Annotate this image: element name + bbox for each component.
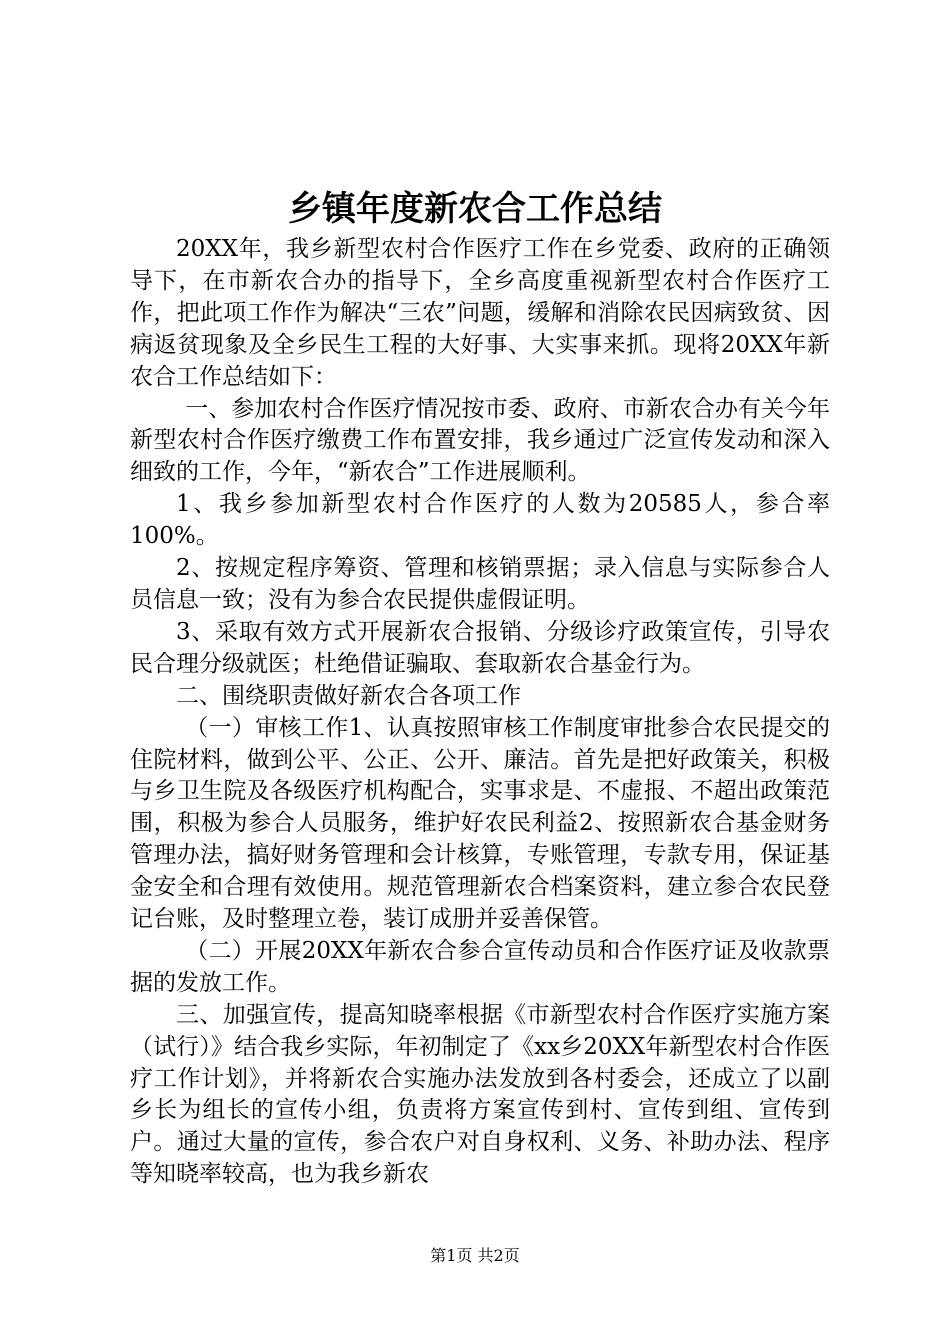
- document-title: 乡镇年度新农合工作总结: [288, 189, 662, 229]
- paragraph-item-2: 2、按规定程序筹资、管理和核销票据；录入信息与实际参合人员信息一致；没有为参合农民提供虚假证明。: [130, 555, 830, 613]
- paragraph-item-3: 3、采取有效方式开展新农合报销、分级诊疗政策宣传，引导农民合理分级就医；杜绝借证骗取、套取新农合基金行为。: [130, 618, 830, 677]
- paragraph-intro: 20XX年，我乡新型农村合作医疗工作在乡党委、政府的正确领导下，在市新农合办的指导下，全乡高度重视新型农村合作医疗工作，把此项工作作为解决“三农”问题，缓解和消除农民因病致贫、因病返贫现象及全乡民生工程的大好事、大实事来抓。现将20XX年新农合工作总结如下：: [130, 236, 830, 390]
- paragraph-section-2: 二、围绕职责做好新农合各项工作: [176, 682, 521, 709]
- page-footer: 第1页 共2页: [430, 1246, 520, 1265]
- paragraph-item-1: 1、我乡参加新型农村合作医疗的人数为20585人，参合率100%。: [130, 491, 830, 550]
- paragraph-section-1: 一、参加农村合作医疗情况按市委、政府、市新农合办有关今年新型农村合作医疗缴费工作布置安排，我乡通过广泛宣传发动和深入细致的工作，今年，“新农合”工作进展顺利。: [130, 395, 830, 486]
- paragraph-subsection-2: （二）开展20XX年新农合参合宣传动员和合作医疗证及收款票据的发放工作。: [130, 937, 830, 996]
- paragraph-subsection-1: （一）审核工作1、认真按照审核工作制度审批参合农民提交的住院材料，做到公平、公正、公开、廉洁。首先是把好政策关，积极与乡卫生院及各级医疗机构配合，实事求是、不虚报、不超出政策范围，积极为参合人员服务，维护好农民利益2、按照新农合基金财务管理办法，搞好财务管理和会计核算，专账管理，专款专用，保证基金安全和合理有效使用。规范管理新农合档案资料，建立参合农民登记台账，及时整理立卷，装订成册并妥善保管。: [130, 714, 830, 933]
- paragraph-section-3: 三、加强宣传，提高知晓率根据《市新型农村合作医疗实施方案（试行）》结合我乡实际，年初制定了《xx乡20XX年新型农村合作医疗工作计划》，并将新农合实施办法发放到各村委会，还成立了以副乡长为组长的宣传小组，负责将方案宣传到村、宣传到组、宣传到户。通过大量的宣传，参合农户对自身权利、义务、补助办法、程序等知晓率较高，也为我乡新农: [130, 1001, 830, 1188]
- document-body: [130, 234, 830, 1191]
